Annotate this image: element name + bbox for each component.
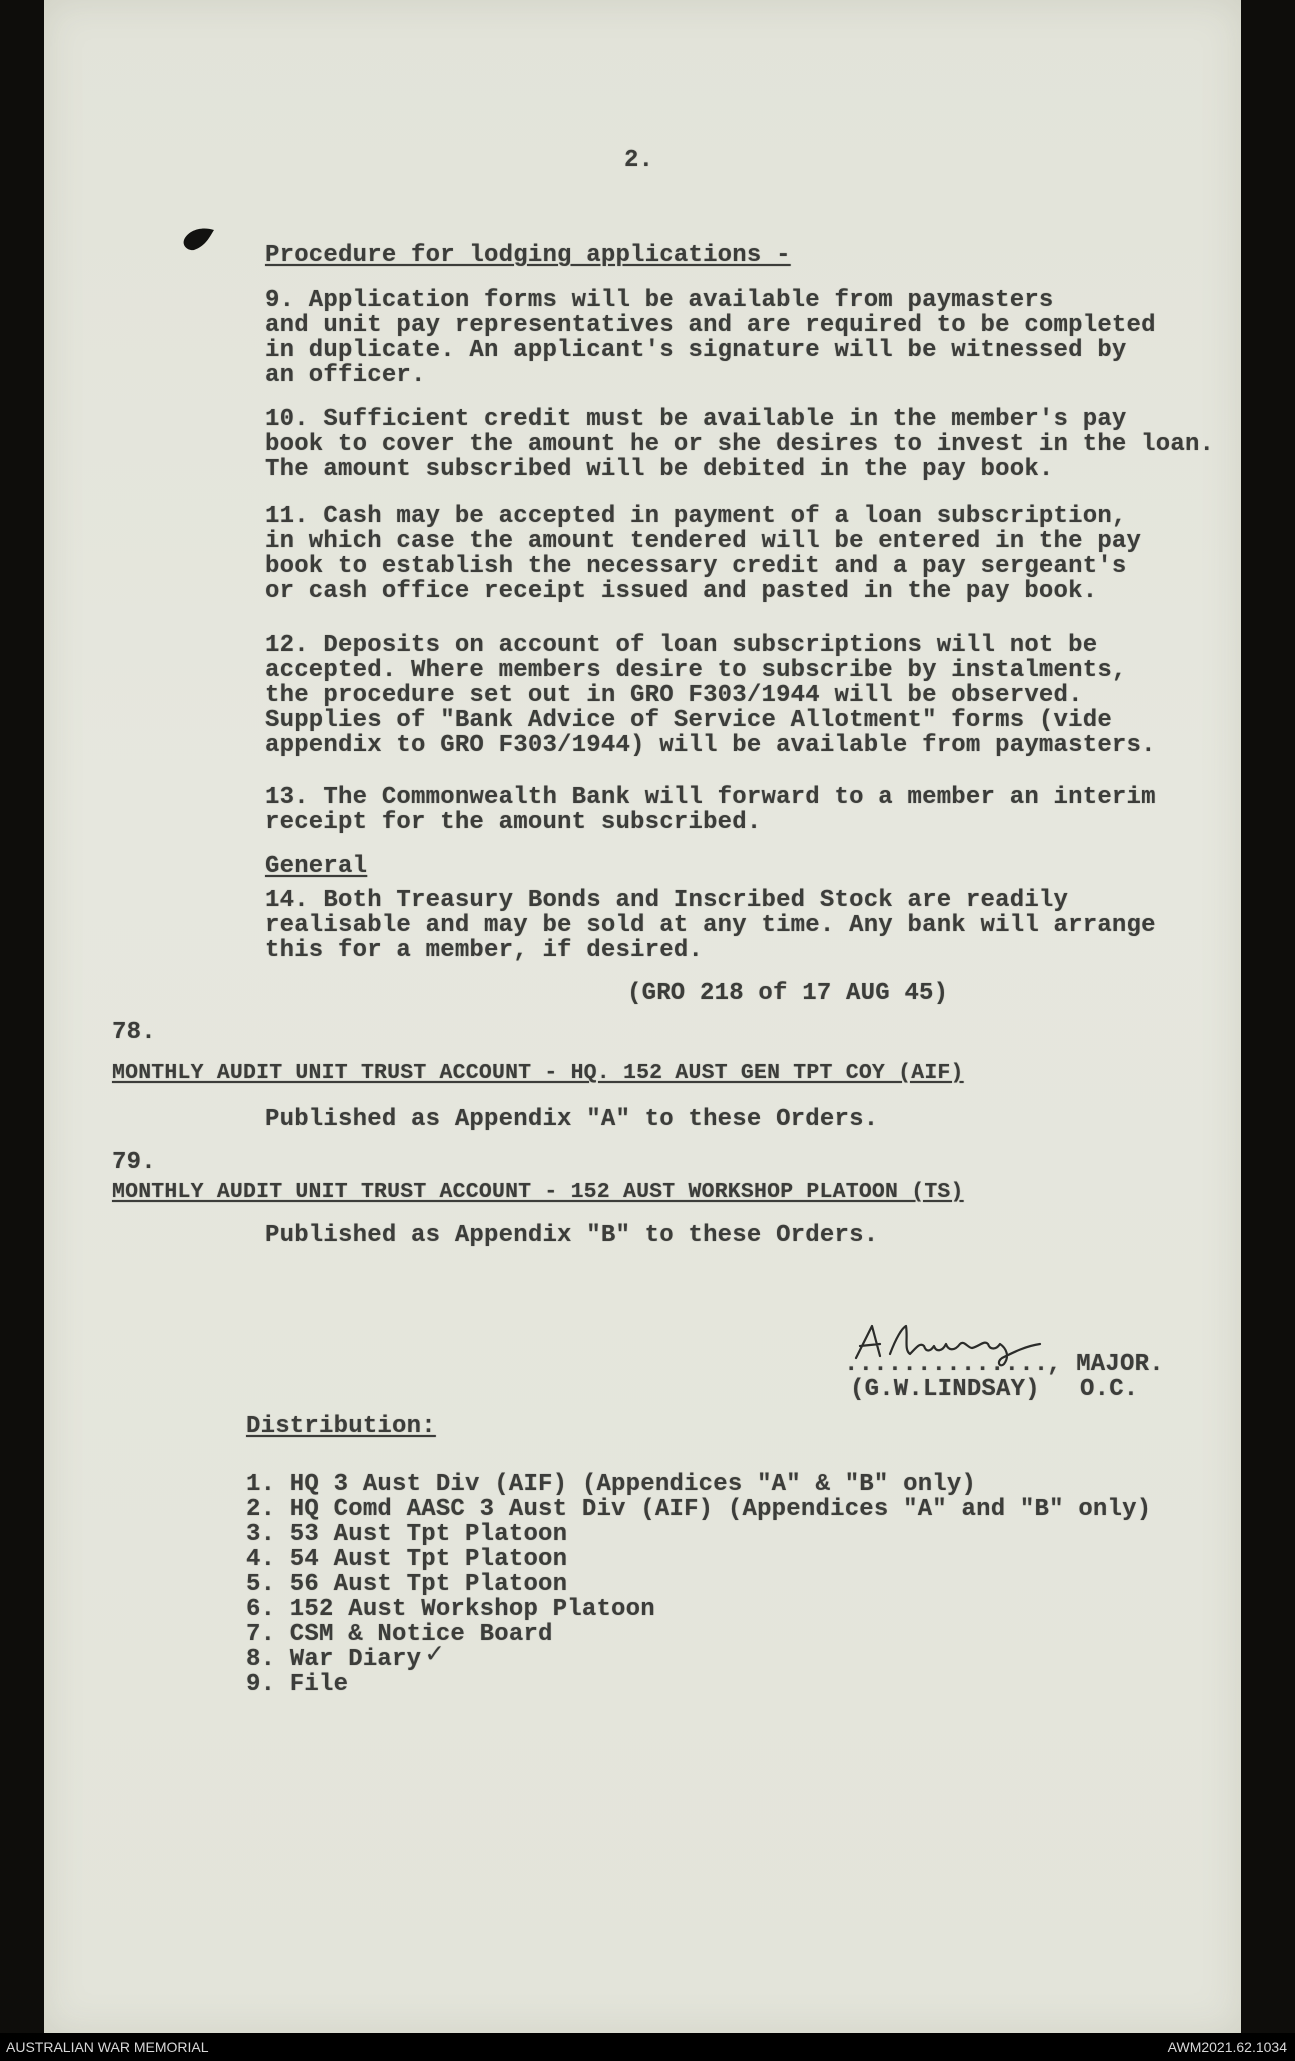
distribution-heading: Distribution: xyxy=(246,1413,436,1440)
order-79-number: 79. xyxy=(112,1149,156,1176)
paragraph-12-line-4: Supplies of "Bank Advice of Service Allotment" forms (vide xyxy=(265,707,1112,734)
gro-reference: (GRO 218 of 17 AUG 45) xyxy=(627,980,949,1007)
paragraph-9-line-1: 9. Application forms will be available from paymasters xyxy=(265,287,1054,314)
paragraph-14-line-2: realisable and may be sold at any time. Any bank will arrange xyxy=(265,912,1156,939)
general-heading: General xyxy=(265,853,368,880)
distribution-item-4: 4. 54 Aust Tpt Platoon xyxy=(246,1546,568,1573)
document-page xyxy=(44,0,1241,2033)
distribution-item-3: 3. 53 Aust Tpt Platoon xyxy=(246,1521,568,1548)
signature-name: (G.W.LINDSAY) xyxy=(850,1376,1040,1403)
distribution-item-9: 9. File xyxy=(246,1671,349,1698)
order-79-title: MONTHLY AUDIT UNIT TRUST ACCOUNT - 152 AUST WORKSHOP PLATOON (TS) xyxy=(112,1180,964,1204)
paragraph-9-line-2: and unit pay representatives and are required to be completed xyxy=(265,312,1156,339)
distribution-item-2: 2. HQ Comd AASC 3 Aust Div (AIF) (Appendices "A" and "B" only) xyxy=(246,1496,1152,1523)
paragraph-12-line-3: the procedure set out in GRO F303/1944 will be observed. xyxy=(265,682,1083,709)
paragraph-12-line-5: appendix to GRO F303/1944) will be available from paymasters. xyxy=(265,732,1156,759)
paragraph-9-line-3: in duplicate. An applicant's signature will be witnessed by xyxy=(265,337,1127,364)
paragraph-13-line-2: receipt for the amount subscribed. xyxy=(265,809,762,836)
paragraph-12-line-1: 12. Deposits on account of loan subscriptions will not be xyxy=(265,632,1098,659)
distribution-item-7: 7. CSM & Notice Board xyxy=(246,1621,553,1648)
order-78-text: Published as Appendix "A" to these Orders. xyxy=(265,1106,879,1133)
distribution-item-6: 6. 152 Aust Workshop Platoon xyxy=(246,1596,655,1623)
ink-blot-icon xyxy=(182,226,216,252)
signature-role: O.C. xyxy=(1080,1376,1139,1403)
paragraph-11-line-3: book to establish the necessary credit and a pay sergeant's xyxy=(265,553,1127,580)
paragraph-12-line-2: accepted. Where members desire to subscribe by instalments, xyxy=(265,657,1127,684)
paragraph-10-line-2: book to cover the amount he or she desires to invest in the loan. xyxy=(265,431,1215,458)
footer-right-label: AWM2021.62.1034 xyxy=(1167,2039,1287,2055)
paragraph-11-line-4: or cash office receipt issued and pasted in the pay book. xyxy=(265,578,1098,605)
signature-dots: .............. xyxy=(844,1351,1049,1378)
paragraph-11-line-2: in which case the amount tendered will be entered in the pay xyxy=(265,528,1142,555)
paragraph-14-line-1: 14. Both Treasury Bonds and Inscribed Stock are readily xyxy=(265,887,1069,914)
distribution-item-1: 1. HQ 3 Aust Div (AIF) (Appendices "A" & "B" only) xyxy=(246,1471,977,1498)
paragraph-9-line-4: an officer. xyxy=(265,362,426,389)
page-number: 2. xyxy=(624,147,654,174)
footer-bar xyxy=(0,2033,1295,2061)
check-mark-icon: ✓ xyxy=(426,1640,444,1671)
distribution-item-8: 8. War Diary xyxy=(246,1646,422,1673)
paragraph-14-line-3: this for a member, if desired. xyxy=(265,937,704,964)
distribution-item-5: 5. 56 Aust Tpt Platoon xyxy=(246,1571,568,1598)
paragraph-10-line-1: 10. Sufficient credit must be available in the member's pay xyxy=(265,406,1127,433)
paragraph-13-line-1: 13. The Commonwealth Bank will forward to a member an interim xyxy=(265,784,1156,811)
order-78-title: MONTHLY AUDIT UNIT TRUST ACCOUNT - HQ. 152 AUST GEN TPT COY (AIF) xyxy=(112,1061,964,1085)
footer-left-label: AUSTRALIAN WAR MEMORIAL xyxy=(6,2039,209,2055)
order-79-text: Published as Appendix "B" to these Orders. xyxy=(265,1222,879,1249)
signature-rank: , MAJOR. xyxy=(1047,1351,1164,1378)
section-heading: Procedure for lodging applications - xyxy=(265,242,791,269)
order-78-number: 78. xyxy=(112,1019,156,1046)
paragraph-11-line-1: 11. Cash may be accepted in payment of a loan subscription, xyxy=(265,503,1127,530)
paragraph-10-line-3: The amount subscribed will be debited in the pay book. xyxy=(265,456,1054,483)
